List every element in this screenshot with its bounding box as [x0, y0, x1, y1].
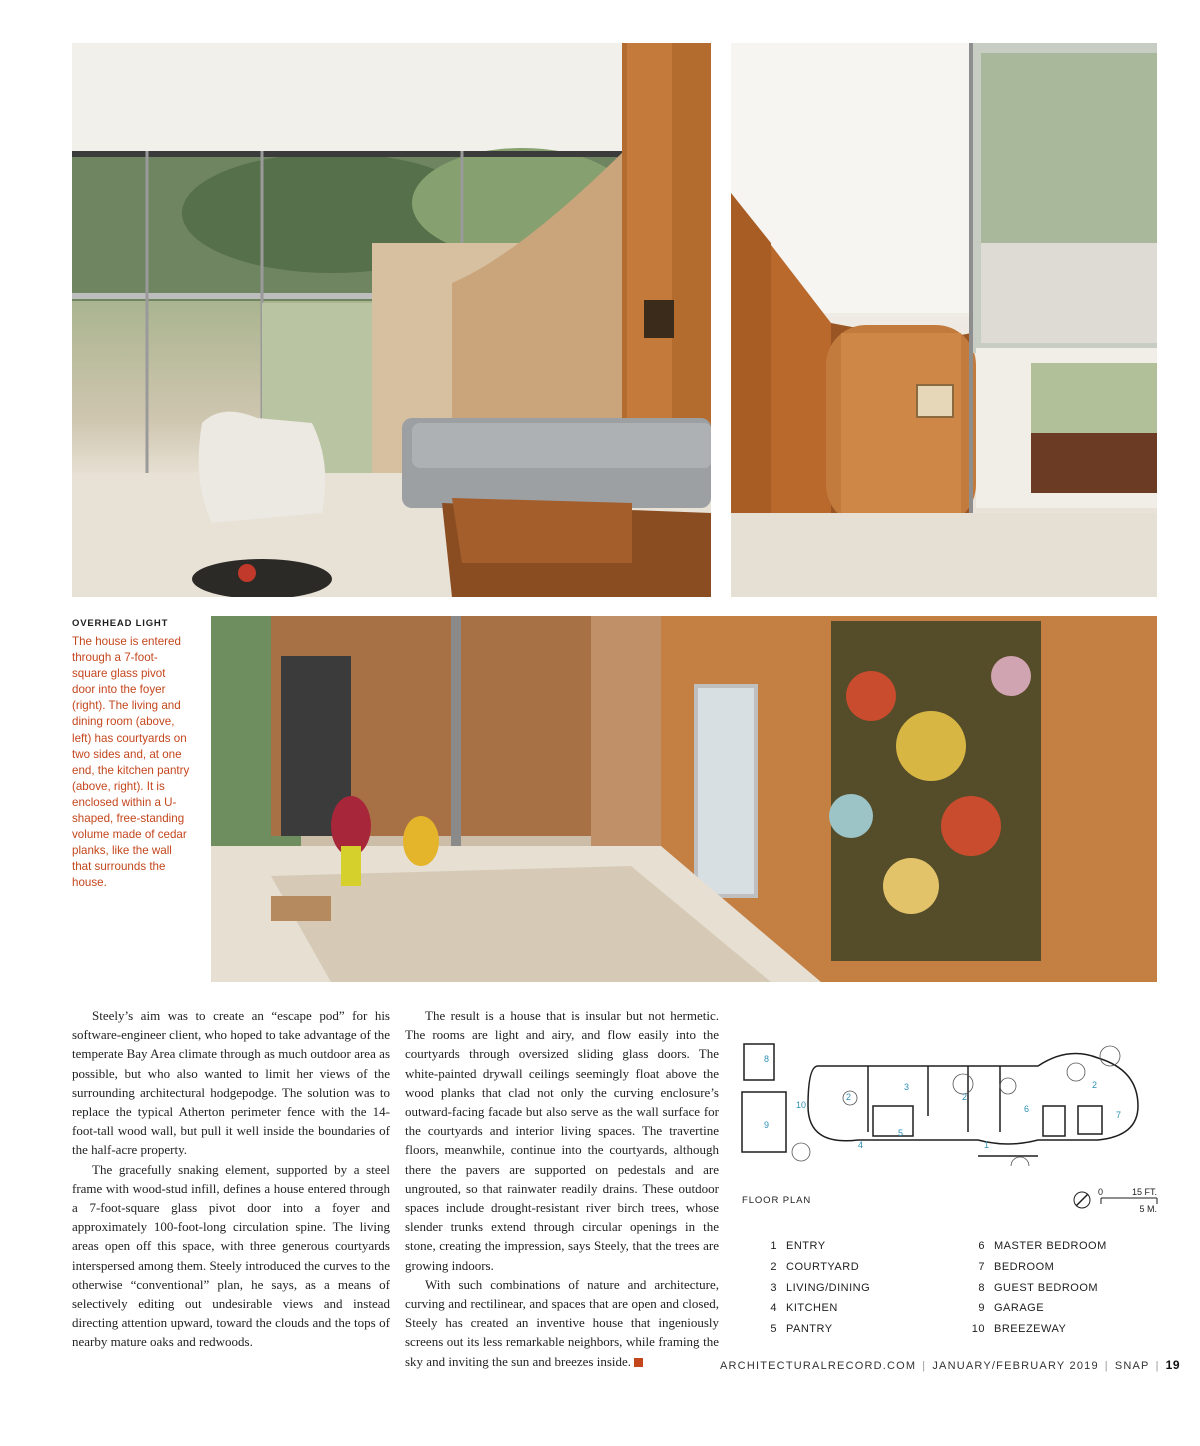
scale-bar — [1068, 1184, 1160, 1214]
page-footer: ARCHITECTURALRECORD.COM | JANUARY/FEBRUARY 2019 | SNAP | 19 — [720, 1358, 1181, 1372]
legend-label: COURTYARD — [786, 1260, 860, 1273]
plan-room-number: 5 — [898, 1128, 904, 1138]
courtyard-tapestry-photo — [211, 616, 1157, 982]
legend-label: ENTRY — [786, 1240, 826, 1252]
plan-room-number: 2 — [962, 1092, 968, 1102]
legend-number: 3 — [770, 1281, 777, 1294]
legend-label: BEDROOM — [994, 1260, 1055, 1273]
article-column-1 — [72, 1006, 390, 1352]
legend-number: 2 — [770, 1260, 777, 1273]
photo-caption — [72, 618, 190, 892]
plan-room-number: 1 — [984, 1140, 990, 1150]
article-paragraph: The result is a house that is insular but not hermetic. The rooms are light and airy, and flow easily into the courtyards through oversized sliding glass doors. The white-painted drywall ceilings seemingly float above the wood planks that clad not only the curving enclosure’s outward-facing facade but also serve as the wall surface for the courtyards and interior living spaces. The travertine floors, meanwhile, continue into the courtyards, although there the pavers are supported on pedestals and are ungrouted, so that rainwater readily drains. These outdoor spaces include drought-resistant river birch trees, whose slender trunks extend through circular openings in the stone, creating the impression, says Steely, that the trees are growing indoors. — [405, 1008, 719, 1273]
footer-section: SNAP — [1114, 1360, 1150, 1372]
article-paragraph-final — [405, 1275, 719, 1371]
living-room-illustration — [72, 43, 711, 597]
floor-plan-legend-left — [760, 1240, 870, 1344]
legend-label: BREEZEWAY — [994, 1323, 1067, 1336]
legend-item — [968, 1323, 1107, 1344]
legend-number: 5 — [770, 1323, 777, 1336]
legend-number: 1 — [770, 1240, 777, 1252]
floor-plan-legend-right — [968, 1240, 1107, 1344]
plan-room-number: 7 — [1116, 1110, 1122, 1120]
article-paragraph: The gracefully snaking element, supported by a steel frame with wood-stud infill, defines a house entered through a 7-foot-square glass pivot door into a foyer and approximately 100-foot-long circulation spine. The living areas open off this space, with three generous courtyards interspersed among them. Steely introduced the curves to the otherwise “conventional” plan, he says, as a means of selectively editing out undesirable views and instead directing attention upward, toward the clouds and the tops of nearby mature oaks and redwoods. — [72, 1161, 390, 1350]
caption-heading: OVERHEAD LIGHT — [72, 618, 169, 629]
footer-site: ARCHITECTURALRECORD.COM — [720, 1360, 917, 1372]
legend-item — [968, 1282, 1107, 1303]
plan-room-number: 10 — [796, 1100, 807, 1110]
legend-number: 6 — [978, 1240, 985, 1252]
legend-number: 4 — [770, 1302, 777, 1315]
legend-number: 8 — [978, 1281, 985, 1294]
footer-issue: JANUARY/FEBRUARY 2019 — [932, 1360, 1099, 1372]
floor-plan-drawing — [738, 1036, 1158, 1166]
legend-label: KITCHEN — [786, 1302, 838, 1315]
legend-number: 10 — [971, 1323, 985, 1336]
legend-item — [968, 1240, 1107, 1261]
scale-feet: 15 FT. — [1131, 1187, 1157, 1197]
article-paragraph: Steely’s aim was to create an “escape pod” for his software-engineer client, who hoped to take advantage of the temperate Bay Area climate through as much outdoor area as possible, but who also wanted to limit her views of the surrounding architectural hodgepodge. The solution was to replace the typical Atherton perimeter fence with the 14-foot-tall wood wall, but pull it well inside the boundaries of the half-acre property. — [72, 1008, 390, 1158]
scale-meters: 5 M. — [1139, 1204, 1157, 1214]
caption-body: The house is entered through a 7-foot-square glass pivot door into the foyer (right). The living and dining room (above, left) has courtyards on two sides and, at one end, the kitchen pantry (above, right). It is enclosed within a U-shaped, free-standing volume made of cedar planks, like the wall that surrounds the house. — [72, 635, 190, 890]
article-column-2 — [405, 1006, 719, 1371]
legend-number: 9 — [978, 1302, 985, 1315]
plan-room-number: 3 — [904, 1082, 910, 1092]
legend-label: GARAGE — [994, 1302, 1045, 1315]
legend-item — [760, 1323, 870, 1344]
plan-room-number: 9 — [764, 1120, 770, 1130]
foyer-photo — [731, 43, 1157, 597]
legend-label: MASTER BEDROOM — [994, 1240, 1107, 1252]
legend-item — [760, 1282, 870, 1303]
legend-item — [760, 1302, 870, 1323]
living-room-photo — [72, 43, 711, 597]
end-mark-icon — [634, 1358, 643, 1367]
legend-label: LIVING/DINING — [786, 1281, 871, 1294]
courtyard-illustration — [211, 616, 1157, 982]
article-paragraph-text: With such combinations of nature and architecture, curving and rectilinear, and spaces that are open and closed, Steely has created an inventive house that ingeniously screens out its less remarkable neighbors, while framing the sky and inviting the sun and breezes inside. — [405, 1276, 719, 1369]
plan-room-number: 6 — [1024, 1104, 1030, 1114]
legend-item — [760, 1261, 870, 1282]
plan-room-number: 2 — [846, 1092, 852, 1102]
plan-room-number: 4 — [858, 1140, 864, 1150]
plan-room-number: 2 — [1092, 1080, 1098, 1090]
foyer-illustration — [731, 43, 1157, 597]
legend-label: PANTRY — [786, 1323, 833, 1336]
legend-label: GUEST BEDROOM — [994, 1281, 1099, 1294]
plan-room-number: 8 — [764, 1054, 770, 1064]
legend-item — [760, 1240, 870, 1261]
legend-item — [968, 1261, 1107, 1282]
page-number: 19 — [1165, 1358, 1181, 1372]
legend-number: 7 — [978, 1260, 985, 1273]
floor-plan-label: FLOOR PLAN — [742, 1195, 812, 1206]
scale-zero: 0 — [1098, 1187, 1104, 1197]
legend-item — [968, 1302, 1107, 1323]
